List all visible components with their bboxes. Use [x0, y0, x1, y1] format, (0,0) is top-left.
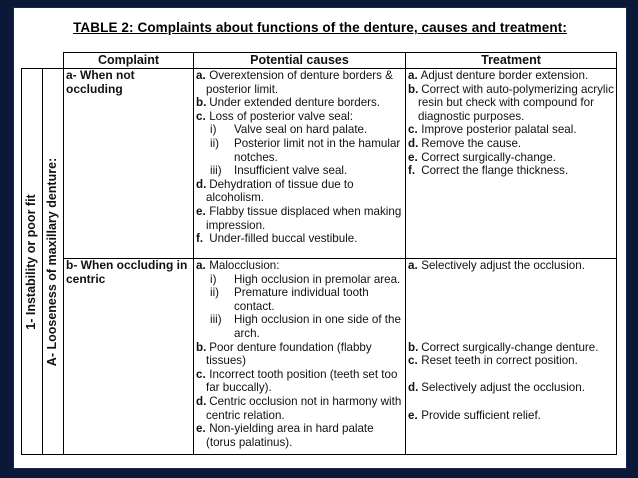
- list-item: c. Incorrect tooth position (teeth set too far buccally).: [196, 367, 398, 395]
- complaint-cell: a- When not occluding: [64, 69, 194, 259]
- header-blank: [22, 53, 64, 69]
- list-item: e. Non-yielding area in hard palate (torus palatinus).: [196, 422, 374, 449]
- complaints-table: [21, 52, 617, 455]
- list-item: a. Malocclusion:: [196, 259, 280, 272]
- list-item: b. Poor denture foundation (flabby tissues): [196, 340, 372, 368]
- table-row: [22, 259, 617, 455]
- list-item: a. Overextension of denture borders & posterior limit.: [196, 69, 393, 96]
- list-item: d. Centric occlusion not in harmony with centric relation.: [196, 394, 402, 422]
- causes-cell: [194, 259, 406, 455]
- inner-category-cell: [43, 69, 64, 455]
- list-subitem: i) Valve seal on hard palate.: [210, 123, 368, 137]
- list-item: c. Reset teeth in correct position.: [408, 354, 578, 368]
- table-row: [22, 69, 617, 259]
- treatment-cell: [406, 259, 617, 455]
- list-item: f. Under-filled buccal vestibule.: [196, 232, 358, 246]
- list-item: b. Correct with auto-polymerizing acrylic resin but check with compound for diagnostic purposes.: [408, 82, 614, 123]
- list-item: d. Remove the cause.: [408, 136, 522, 150]
- header-row: [22, 53, 617, 69]
- list-item: e. Correct surgically-change.: [408, 150, 556, 164]
- list-subitem: ii) Premature individual tooth contact.: [210, 286, 369, 313]
- header-treatment: Treatment: [406, 53, 617, 69]
- causes-cell: [194, 69, 406, 259]
- list-item: c. Loss of posterior valve seal:: [196, 109, 353, 123]
- treatment-cell: [406, 69, 617, 259]
- list-item: e. Provide sufficient relief.: [408, 408, 541, 422]
- table-title: TABLE 2: Complaints about functions of the denture, causes and treatment:: [73, 20, 567, 35]
- list-item: e. Flabby tissue displaced when making impression.: [196, 204, 402, 232]
- list-item: d. Selectively adjust the occlusion.: [408, 381, 585, 395]
- list-item: a. Selectively adjust the occlusion.: [408, 259, 585, 272]
- outer-category-cell: [22, 69, 43, 455]
- list-item: c. Improve posterior palatal seal.: [408, 123, 577, 137]
- list-subitem: iii) Insufficient valve seal.: [210, 164, 348, 178]
- complaint-cell: b- When occluding in centric: [64, 259, 194, 455]
- list-item: b. Under extended denture borders.: [196, 96, 381, 110]
- inner-category-label: A- Looseness of maxillary denture:: [45, 157, 60, 366]
- list-subitem: i) High occlusion in premolar area.: [210, 272, 401, 286]
- list-subitem: ii) Posterior limit not in the hamular notches.: [210, 136, 401, 164]
- list-subitem: iii) High occlusion in one side of the arch.: [210, 313, 401, 340]
- outer-category-label: 1- Instability or poor fit: [24, 193, 39, 330]
- slide: [14, 8, 626, 468]
- header-complaint: Complaint: [64, 53, 194, 69]
- list-item: b. Correct surgically-change denture.: [408, 340, 599, 354]
- header-causes: Potential causes: [194, 53, 406, 69]
- list-item: f. Correct the flange thickness.: [408, 164, 569, 178]
- list-item: d. Dehydration of tissue due to alcoholism.: [196, 177, 354, 205]
- list-item: a. Adjust denture border extension.: [408, 69, 589, 82]
